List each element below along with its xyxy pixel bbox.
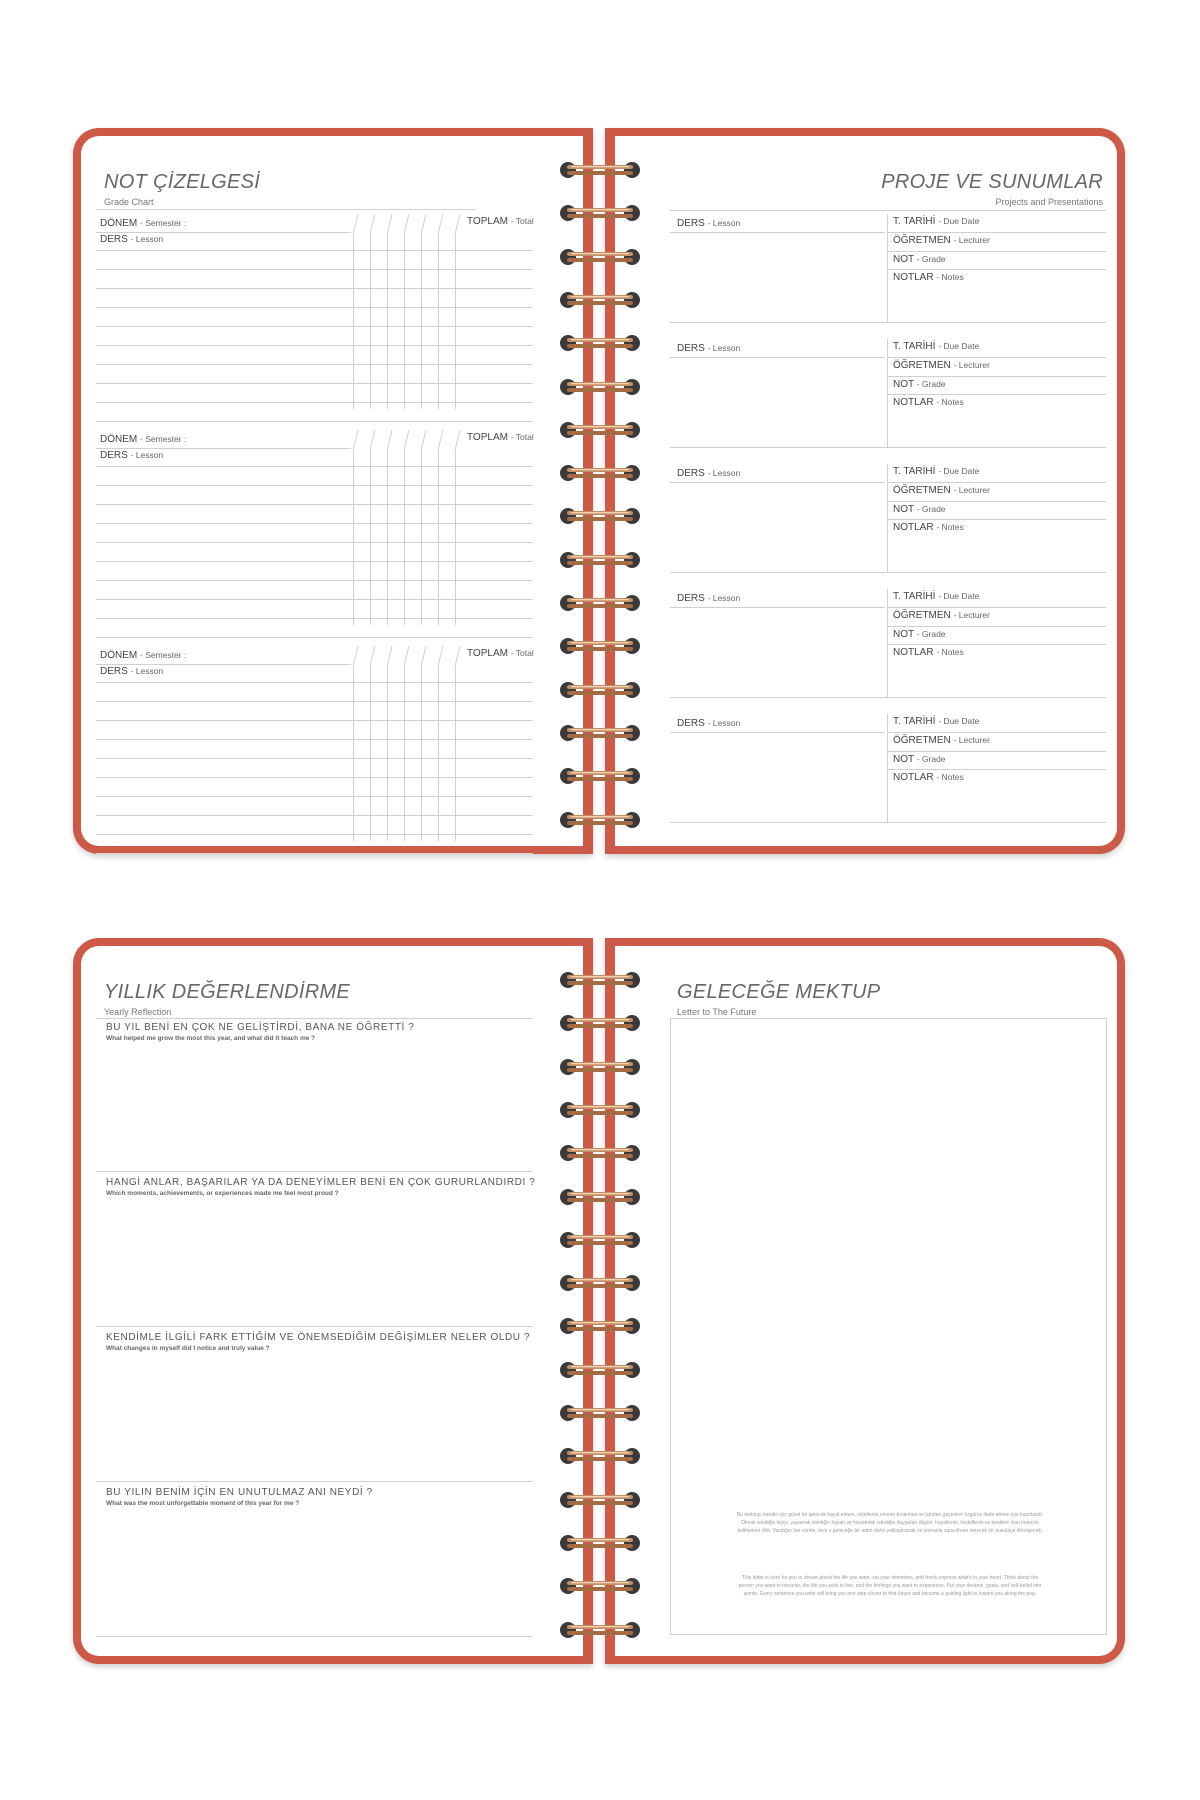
spiral-ring	[559, 333, 641, 353]
page-subtitle: Letter to The Future	[677, 1007, 757, 1017]
total-label-sub: - Total	[510, 648, 534, 658]
lecturer-label-sub: - Lecturer	[953, 610, 990, 620]
lesson-label-main: DERS	[100, 666, 128, 677]
grade-row-line	[96, 701, 533, 702]
lecturer-label	[893, 235, 990, 246]
lecturer-label	[893, 610, 990, 621]
page-title: YILLIK DEĞERLENDİRME	[104, 981, 351, 1003]
due-date-line	[887, 357, 1106, 358]
spiral-ring	[559, 1576, 641, 1596]
notes-label-sub: - Notes	[936, 522, 964, 532]
project-lesson-label	[677, 593, 740, 604]
column-header-slants	[353, 646, 463, 666]
project-divider	[887, 464, 888, 572]
due-date-label-main: T. TARİHİ	[893, 216, 936, 227]
spiral-ring	[559, 203, 641, 223]
project-lesson-label-main: DERS	[677, 218, 705, 229]
due-date-label	[893, 341, 979, 352]
grade-label-sub: - Grade	[916, 754, 946, 764]
project-lesson-label-main: DERS	[677, 718, 705, 729]
grade-label-main: NOT	[893, 754, 914, 765]
grade-row-line	[96, 466, 533, 467]
grade-label	[893, 754, 946, 765]
reflection-divider	[96, 1326, 533, 1327]
spiral-ring	[559, 463, 641, 483]
grade-row-line	[96, 580, 533, 581]
total-label	[467, 216, 534, 227]
grade-row-line	[96, 542, 533, 543]
grade-row-line	[96, 815, 533, 816]
spiral-ring	[559, 160, 641, 180]
semester-label-sub: - Semester :	[140, 218, 187, 228]
grade-label-sub: - Grade	[916, 504, 946, 514]
grade-row-line	[96, 307, 533, 308]
spiral-ring	[559, 1273, 641, 1293]
notes-label-main: NOTLAR	[893, 397, 934, 408]
grade-row-line	[96, 618, 533, 619]
spiral-ring	[559, 550, 641, 570]
lecturer-label	[893, 735, 990, 746]
project-lesson-label	[677, 343, 740, 354]
title-divider	[96, 209, 476, 210]
notes-label-sub: - Notes	[936, 647, 964, 657]
spiral-ring	[559, 420, 641, 440]
page-subtitle: Projects and Presentations	[995, 197, 1103, 207]
reflection-question-en: What was the most unforgettable moment of this year for me ?	[106, 1500, 300, 1507]
lecturer-line	[887, 501, 1106, 502]
lesson-underline	[670, 482, 885, 483]
block-bottom-line	[670, 822, 1106, 823]
lesson-label-sub: - Lesson	[130, 450, 164, 460]
grade-row-line	[96, 720, 533, 721]
grade-row-line	[96, 758, 533, 759]
page-title: NOT ÇİZELGESİ	[104, 171, 261, 193]
grade-label-main: NOT	[893, 379, 914, 390]
project-lesson-label-main: DERS	[677, 343, 705, 354]
project-divider	[887, 714, 888, 822]
project-lesson-label-sub: - Lesson	[707, 718, 741, 728]
grade-label-main: NOT	[893, 254, 914, 265]
grade-row-line	[96, 269, 533, 270]
grade-row-line	[96, 326, 533, 327]
reflection-question-en: What changes in myself did I notice and truly value ?	[106, 1345, 270, 1352]
due-date-label-main: T. TARİHİ	[893, 716, 936, 727]
total-label	[467, 432, 534, 443]
semester-label	[100, 434, 186, 445]
project-lesson-label-sub: - Lesson	[707, 593, 741, 603]
total-label-sub: - Total	[510, 216, 534, 226]
notes-label	[893, 772, 964, 783]
lecturer-label-main: ÖĞRETMEN	[893, 485, 951, 496]
block-bottom-line	[670, 322, 1106, 323]
reflection-question: KENDİMLE İLGİLİ FARK ETTİĞİM VE ÖNEMSEDİĞİM DEĞİŞİMLER NELER OLDU ?	[106, 1332, 531, 1343]
total-label	[467, 648, 534, 659]
grade-row-line	[96, 421, 533, 422]
notes-label-main: NOTLAR	[893, 272, 934, 283]
project-lesson-label-main: DERS	[677, 593, 705, 604]
lecturer-label-main: ÖĞRETMEN	[893, 360, 951, 371]
semester-label	[100, 218, 186, 229]
letter-intro-text-en: This letter is here for you to dream about the life you want, set your intentions, and freely express what's in your heart. Think about the person you want to become, the life you wish to live, and the feelings you want to experience. Put your dreams, goals, and self-belief into words. Every sentence you write will bring you one step closer to that future and become a guiding light to inspire you along the way.	[738, 1575, 1042, 1597]
lesson-label	[100, 450, 163, 461]
block-bottom-line	[670, 697, 1106, 698]
grade-row-line	[96, 853, 533, 854]
grade-label	[893, 504, 946, 515]
reflection-question: BU YILIN BENİM İÇİN EN UNUTULMAZ ANI NEYDİ ?	[106, 1487, 373, 1498]
project-divider	[887, 589, 888, 697]
semester-label-main: DÖNEM	[100, 218, 138, 229]
grade-label-main: NOT	[893, 504, 914, 515]
lesson-underline	[670, 232, 885, 233]
spiral-ring	[559, 290, 641, 310]
spiral-ring	[559, 1100, 641, 1120]
due-date-label	[893, 591, 979, 602]
reflection-divider	[96, 1171, 533, 1172]
spiral-ring	[559, 506, 641, 526]
project-divider	[887, 339, 888, 447]
grade-line	[887, 644, 1106, 645]
spiral-ring	[559, 247, 641, 267]
lecturer-label	[893, 485, 990, 496]
due-date-label-sub: - Due Date	[938, 341, 980, 351]
due-date-label	[893, 466, 979, 477]
spiral-ring	[559, 766, 641, 786]
grade-label-sub: - Grade	[916, 254, 946, 264]
lecturer-label-main: ÖĞRETMEN	[893, 735, 951, 746]
grade-row-line	[96, 637, 533, 638]
spiral-ring	[559, 680, 641, 700]
spiral-ring	[559, 1446, 641, 1466]
due-date-label-sub: - Due Date	[938, 216, 980, 226]
grade-row-line	[96, 345, 533, 346]
reflection-divider	[96, 1481, 533, 1482]
column-header-slants	[353, 214, 463, 234]
due-date-label-sub: - Due Date	[938, 591, 980, 601]
total-label-sub: - Total	[510, 432, 534, 442]
notes-label-main: NOTLAR	[893, 647, 934, 658]
spiral-ring	[559, 593, 641, 613]
total-label-main: TOPLAM	[467, 648, 508, 659]
title-divider	[670, 210, 1106, 211]
semester-label-main: DÖNEM	[100, 650, 138, 661]
lecturer-label-main: ÖĞRETMEN	[893, 610, 951, 621]
due-date-label-main: T. TARİHİ	[893, 466, 936, 477]
page-title: PROJE VE SUNUMLAR	[881, 171, 1103, 193]
lecturer-line	[887, 751, 1106, 752]
project-lesson-label-sub: - Lesson	[707, 468, 741, 478]
notes-label-main: NOTLAR	[893, 772, 934, 783]
page-subtitle: Grade Chart	[104, 197, 154, 207]
grade-row-line	[96, 834, 533, 835]
due-date-line	[887, 607, 1106, 608]
spiral-ring	[559, 1143, 641, 1163]
grade-line	[887, 769, 1106, 770]
spiral-ring	[559, 1057, 641, 1077]
grade-line	[887, 394, 1106, 395]
grade-row-line	[96, 250, 533, 251]
grade-row-line	[96, 485, 533, 486]
spiral-ring	[559, 1403, 641, 1423]
spiral-ring	[559, 1360, 641, 1380]
lesson-label	[100, 234, 163, 245]
lesson-underline	[670, 607, 885, 608]
lecturer-label-sub: - Lecturer	[953, 735, 990, 745]
grade-row-line	[96, 364, 533, 365]
lesson-label-sub: - Lesson	[130, 666, 164, 676]
total-label-main: TOPLAM	[467, 432, 508, 443]
grade-line	[887, 519, 1106, 520]
lecturer-line	[887, 376, 1106, 377]
notes-label	[893, 397, 964, 408]
notes-label	[893, 522, 964, 533]
due-date-label-main: T. TARİHİ	[893, 341, 936, 352]
grade-row-line	[96, 504, 533, 505]
due-date-line	[887, 232, 1106, 233]
lesson-underline	[670, 357, 885, 358]
grade-label	[893, 254, 946, 265]
grade-row-line	[96, 402, 533, 403]
spiral-ring	[559, 1013, 641, 1033]
semester-label	[100, 650, 186, 661]
grade-label	[893, 379, 946, 390]
spiral-ring	[559, 1316, 641, 1336]
page-subtitle: Yearly Reflection	[104, 1007, 172, 1017]
lesson-label-main: DERS	[100, 450, 128, 461]
letter-page	[605, 938, 1125, 1664]
due-date-label-sub: - Due Date	[938, 466, 980, 476]
semester-underline	[96, 448, 351, 449]
reflection-question: BU YIL BENİ EN ÇOK NE GELİŞTİRDİ, BANA NE ÖĞRETTİ ?	[106, 1022, 415, 1033]
lecturer-label-sub: - Lecturer	[953, 235, 990, 245]
notes-label	[893, 647, 964, 658]
spiral-ring	[559, 377, 641, 397]
grade-row-line	[96, 682, 533, 683]
reflection-divider	[96, 1636, 533, 1637]
lecturer-label-sub: - Lecturer	[953, 485, 990, 495]
semester-underline	[96, 664, 351, 665]
grade-chart-page	[73, 128, 593, 854]
due-date-line	[887, 732, 1106, 733]
spiral-ring	[559, 810, 641, 830]
reflection-question: HANGİ ANLAR, BAŞARILAR YA DA DENEYİMLER BENİ EN ÇOK GURURLANDIRDI ?	[106, 1177, 536, 1188]
spiral-ring	[559, 970, 641, 990]
reflection-question-en: Which moments, achievements, or experiences made me feel most proud ?	[106, 1190, 339, 1197]
grade-row-line	[96, 599, 533, 600]
letter-intro-text-tr: Bu mektup, kendin için güzel bir gelecek hayal etmen, niyetlerini evrene bırakman ve içinden geçenleri özgürce ifade etmen için hazırlandı. Olmak istediğin kişiyi, yaşamak istediğin hayatı ve hissetmek istediğin duyguları düşün; hayallerini, hedeflerini ve kendine olan inancını kelimelere dök. Yazdığın her cümle, seni o geleceğe bir adım daha yaklaştıracak ve zamanla sana ilham verecek bir pusulaya dönüşecek.	[736, 1512, 1044, 1534]
project-divider	[887, 214, 888, 322]
lesson-label	[100, 666, 163, 677]
total-label-main: TOPLAM	[467, 216, 508, 227]
due-date-label-main: T. TARİHİ	[893, 591, 936, 602]
grade-row-line	[96, 523, 533, 524]
spiral-ring	[559, 1187, 641, 1207]
reflection-page	[73, 938, 593, 1664]
semester-label-sub: - Semester :	[140, 434, 187, 444]
due-date-line	[887, 482, 1106, 483]
projects-page	[605, 128, 1125, 854]
grade-row-line	[96, 739, 533, 740]
letter-writing-area[interactable]	[670, 1018, 1107, 1635]
due-date-label	[893, 716, 979, 727]
notes-label-sub: - Notes	[936, 772, 964, 782]
due-date-label	[893, 216, 979, 227]
notes-label-sub: - Notes	[936, 272, 964, 282]
grade-label-sub: - Grade	[916, 629, 946, 639]
project-lesson-label	[677, 718, 740, 729]
grade-label-sub: - Grade	[916, 379, 946, 389]
grade-label	[893, 629, 946, 640]
semester-underline	[96, 232, 351, 233]
grade-row-line	[96, 383, 533, 384]
lecturer-line	[887, 251, 1106, 252]
lecturer-label-sub: - Lecturer	[953, 360, 990, 370]
lecturer-line	[887, 626, 1106, 627]
spiral-ring	[559, 1230, 641, 1250]
project-lesson-label	[677, 468, 740, 479]
spiral-ring	[559, 636, 641, 656]
lesson-label-sub: - Lesson	[130, 234, 164, 244]
lesson-label-main: DERS	[100, 234, 128, 245]
block-bottom-line	[670, 447, 1106, 448]
notes-label-sub: - Notes	[936, 397, 964, 407]
grade-row-line	[96, 796, 533, 797]
page-title: GELECEĞE MEKTUP	[677, 981, 881, 1003]
reflection-question-en: What helped me grow the most this year, and what did it teach me ?	[106, 1035, 316, 1042]
spiral-ring	[559, 1490, 641, 1510]
project-lesson-label	[677, 218, 740, 229]
column-header-slants	[353, 430, 463, 450]
spiral-ring	[559, 1533, 641, 1553]
grade-row-line	[96, 288, 533, 289]
spiral-ring	[559, 723, 641, 743]
grade-row-line	[96, 777, 533, 778]
semester-label-sub: - Semester :	[140, 650, 187, 660]
notes-label-main: NOTLAR	[893, 522, 934, 533]
project-lesson-label-sub: - Lesson	[707, 343, 741, 353]
lecturer-label	[893, 360, 990, 371]
notes-label	[893, 272, 964, 283]
lecturer-label-main: ÖĞRETMEN	[893, 235, 951, 246]
project-lesson-label-main: DERS	[677, 468, 705, 479]
grade-label-main: NOT	[893, 629, 914, 640]
due-date-label-sub: - Due Date	[938, 716, 980, 726]
grade-line	[887, 269, 1106, 270]
project-lesson-label-sub: - Lesson	[707, 218, 741, 228]
lesson-underline	[670, 732, 885, 733]
block-bottom-line	[670, 572, 1106, 573]
grade-row-line	[96, 561, 533, 562]
semester-label-main: DÖNEM	[100, 434, 138, 445]
title-divider	[96, 1018, 533, 1019]
spiral-ring	[559, 1620, 641, 1640]
